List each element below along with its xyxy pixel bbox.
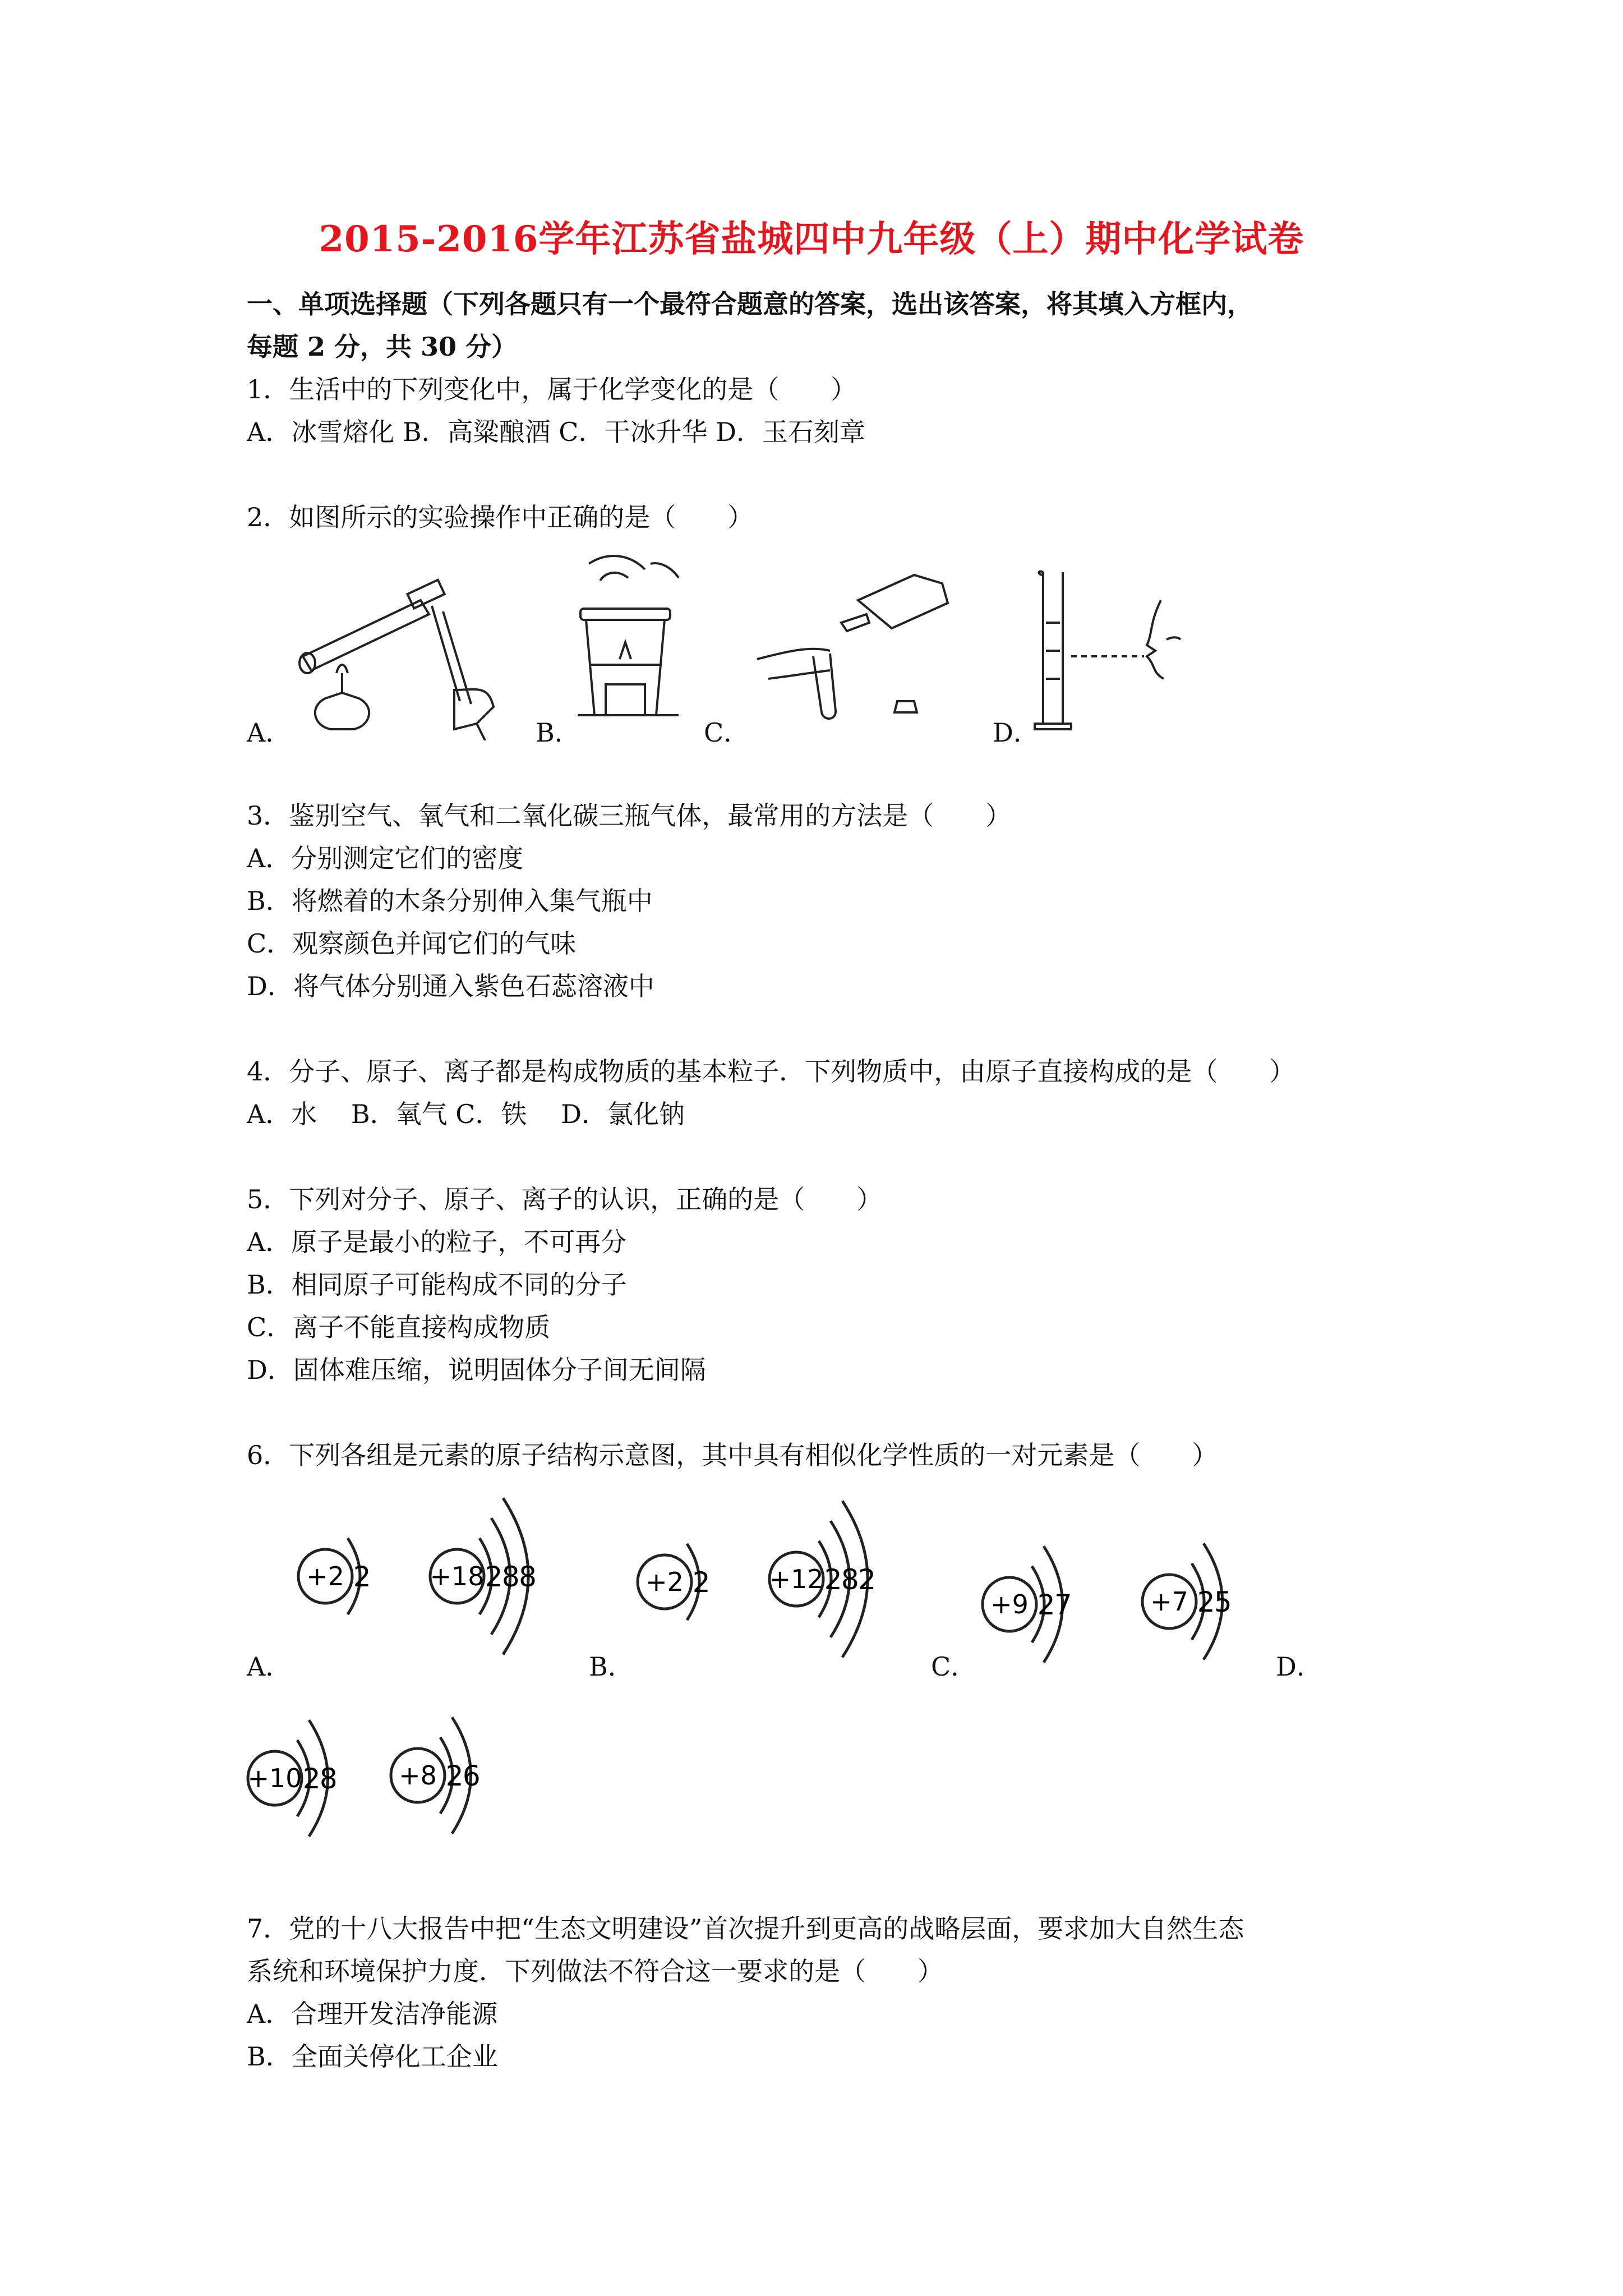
nucleus-charge: +12 [769,1564,824,1594]
q7-stem-cont: 系统和环境保护力度．下列做法不符合这一要求的是（ ） [247,1956,943,1986]
q2-label-c: C． [704,717,750,748]
shell-electron-count: 2 [445,1760,464,1792]
shell-electron-count: 2 [858,1563,876,1596]
shell-electron-count: 6 [462,1760,481,1792]
q3-option-a: A．分别测定它们的密度 [247,843,524,873]
q1-options: A．冰雪熔化 B．高粱酿酒 C．干冰升华 D．玉石刻章 [247,417,865,447]
shell-electron-count: 8 [841,1563,859,1596]
shell-electron-count: 7 [1054,1589,1072,1621]
q6-label-c: C． [931,1651,977,1682]
shell-electron-count: 2 [485,1561,503,1593]
shell-electron-count: 2 [353,1561,371,1593]
q2-figure-c [746,561,981,740]
q3-option-b: B．将燃着的木条分别伸入集气瓶中 [247,886,653,916]
q6-label-b: B． [589,1651,634,1682]
shell-electron-count: 2 [824,1563,842,1596]
shell-electron-count: 5 [1214,1586,1232,1618]
atom-diagram [247,1720,337,1836]
page-title: 2015-2016学年江苏省盐城四中九年级（上）期中化学试卷 [319,218,1304,260]
q2-label-b: B． [536,717,580,748]
nucleus-charge: +10 [247,1763,302,1793]
shell-electron-count: 2 [302,1763,321,1795]
q4-stem: 4．分子、原子、离子都是构成物质的基本粒子．下列物质中，由原子直接构成的是（ ） [247,1056,1295,1087]
q3-option-d: D．将气体分别通入紫色石蕊溶液中 [247,971,654,1001]
q2-figure-d [1032,567,1217,735]
q4-options: A．水 B．氧气 C．铁 D．氯化钠 [247,1099,685,1129]
atom-diagram [769,1501,876,1658]
nucleus-charge: +2 [645,1567,684,1597]
section-heading-cont: 每题 2 分，共 30 分） [247,332,518,362]
q5-option-d: D．固体难压缩，说明固体分子间无间隔 [247,1355,706,1385]
q2-label-a: A． [247,717,292,748]
nucleus-charge: +2 [306,1561,344,1591]
q5-option-c: C．离子不能直接构成物质 [247,1312,551,1342]
q2-label-d: D． [993,717,1039,748]
q6-atom-diagrams [0,1481,1623,1846]
atom-diagram [430,1498,537,1655]
q5-option-a: A．原子是最小的粒子，不可再分 [247,1227,627,1257]
q2-figure-b [566,547,701,738]
q7-option-a: A．合理开发洁净能源 [247,1999,498,2029]
q5-option-b: B．相同原子可能构成不同的分子 [247,1269,627,1300]
q2-figure-a [292,561,516,740]
shell-electron-count: 8 [501,1561,520,1593]
q7-stem: 7．党的十八大报告中把“生态文明建设”首次提升到更高的战略层面，要求加大自然生态 [247,1913,1244,1944]
q3-stem: 3．鉴别空气、氧气和二氧化碳三瓶气体，最常用的方法是（ ） [247,800,1012,831]
q2-stem: 2．如图所示的实验操作中正确的是（ ） [247,502,754,532]
shell-electron-count: 2 [692,1566,711,1599]
q7-option-b: B．全面关停化工企业 [247,2041,498,2072]
atom-diagram [391,1717,481,1833]
q6-label-d: D． [1276,1651,1322,1682]
q1-stem: 1．生活中的下列变化中，属于化学变化的是（ ） [247,374,857,404]
q6-label-a: A． [247,1651,292,1682]
atom-diagram [298,1538,371,1614]
shell-electron-count: 8 [319,1763,338,1795]
atom-diagram [983,1546,1072,1662]
q5-stem: 5．下列对分子、原子、离子的认识，正确的是（ ） [247,1184,883,1214]
nucleus-charge: +9 [990,1589,1029,1619]
nucleus-charge: +8 [399,1760,437,1791]
q3-option-c: C．观察颜色并闻它们的气味 [247,928,577,959]
nucleus-charge: +7 [1150,1586,1188,1617]
shell-electron-count: 2 [1197,1586,1215,1618]
shell-electron-count: 2 [1037,1589,1055,1621]
shell-electron-count: 8 [519,1561,537,1593]
atom-diagram [638,1544,711,1620]
atom-diagram [1142,1543,1232,1659]
q6-stem: 6．下列各组是元素的原子结构示意图，其中具有相似化学性质的一对元素是（ ） [247,1440,1218,1470]
nucleus-charge: +18 [430,1561,485,1591]
section-heading: 一、单项选择题（下列各题只有一个最符合题意的答案，选出该答案，将其填入方框内， [247,289,1253,319]
